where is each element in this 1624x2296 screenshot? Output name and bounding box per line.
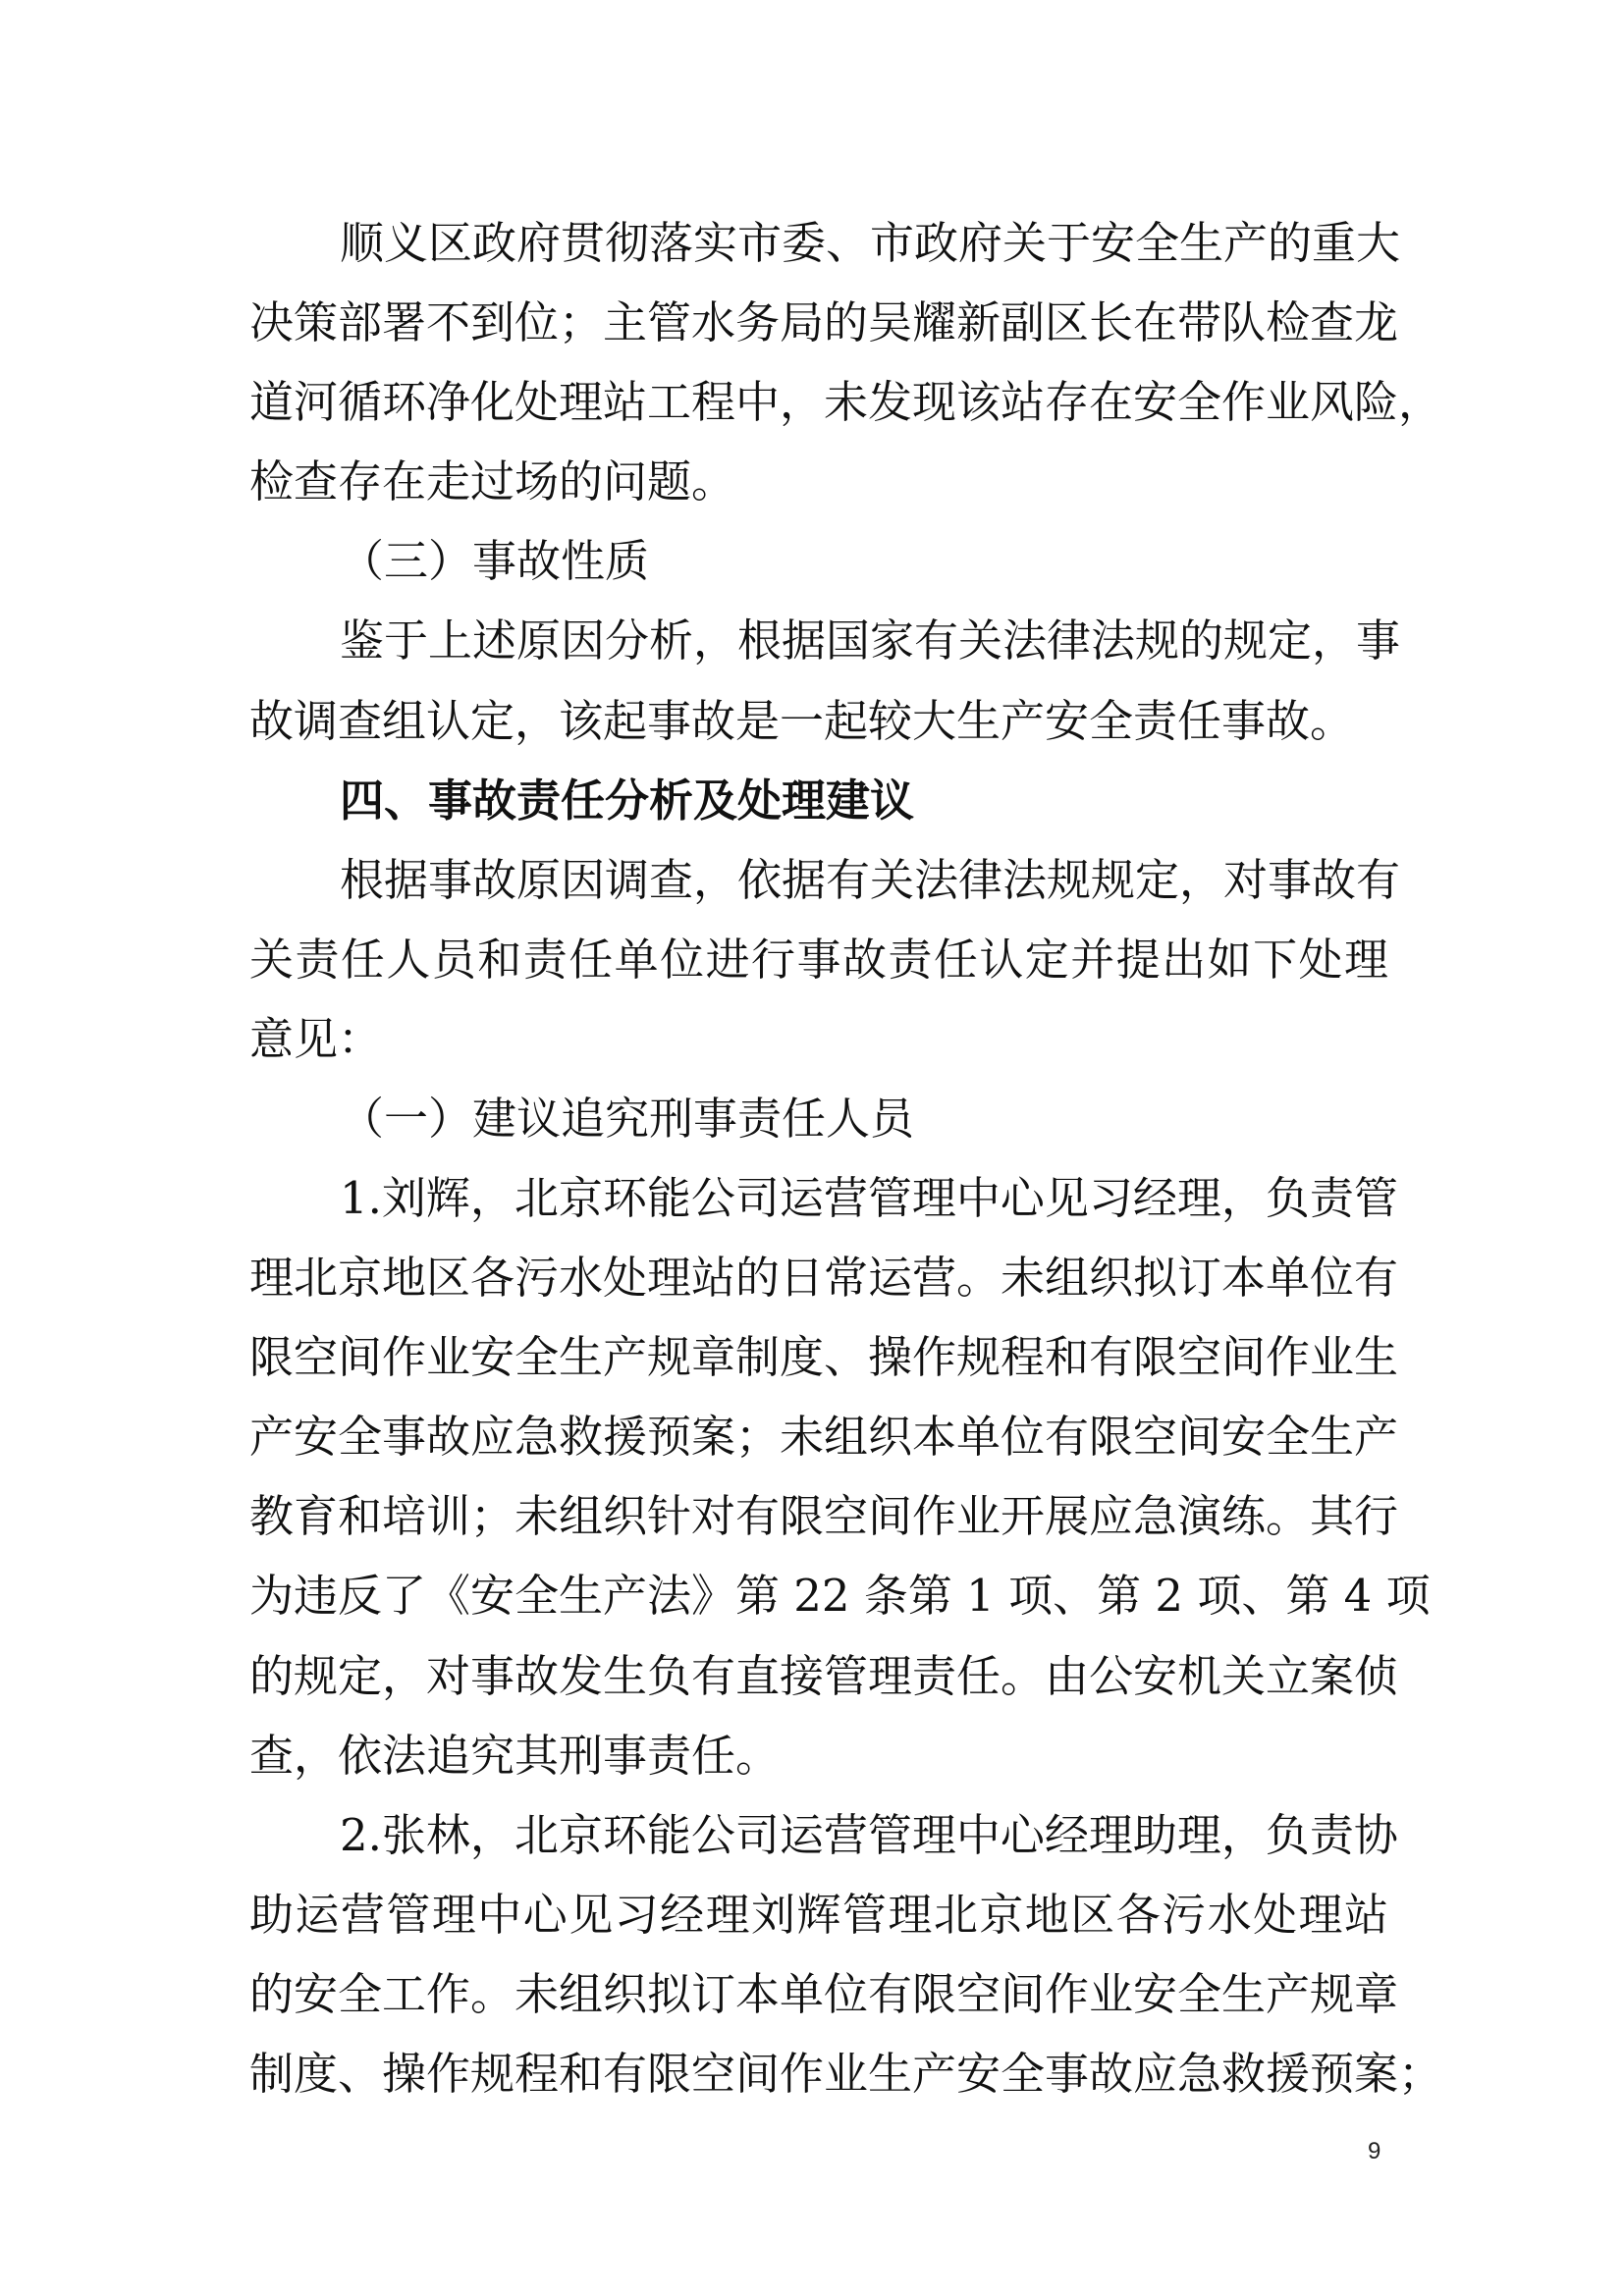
paragraph-line: 教育和培训；未组织针对有限空间作业开展应急演练。其行 — [249, 1490, 1399, 1542]
paragraph-line: 助运营管理中心见习经理刘辉管理北京地区各污水处理站 — [249, 1889, 1388, 1941]
chapter-heading: 四、事故责任分析及处理建议 — [340, 774, 915, 827]
paragraph-line: 查，依法追究其刑事责任。 — [249, 1730, 781, 1782]
section-heading: （一）建议追究刑事责任人员 — [340, 1093, 915, 1145]
paragraph-line: 关责任人员和责任单位进行事故责任认定并提出如下处理 — [249, 934, 1388, 986]
paragraph-line: 的安全工作。未组织拟订本单位有限空间作业安全生产规章 — [249, 1968, 1399, 2020]
paragraph-line: 2.张林，北京环能公司运营管理中心经理助理，负责协 — [340, 1809, 1398, 1861]
paragraph-line: 为违反了《安全生产法》第 22 条第 1 项、第 2 项、第 4 项 — [249, 1570, 1431, 1622]
paragraph-line: 的规定，对事故发生负有直接管理责任。由公安机关立案侦 — [249, 1650, 1399, 1702]
paragraph-line: 顺义区政府贯彻落实市委、市政府关于安全生产的重大 — [340, 217, 1401, 269]
paragraph-line: 1.刘辉，北京环能公司运营管理中心见习经理，负责管 — [340, 1172, 1398, 1224]
section-heading: （三）事故性质 — [340, 535, 650, 587]
paragraph-line: 决策部署不到位；主管水务局的吴耀新副区长在带队检查龙 — [249, 296, 1399, 348]
paragraph-line: 意见： — [249, 1013, 383, 1065]
paragraph-line: 故调查组认定，该起事故是一起较大生产安全责任事故。 — [249, 695, 1355, 747]
paragraph-line: 限空间作业安全生产规章制度、操作规程和有限空间作业生 — [249, 1331, 1399, 1383]
paragraph-line: 检查存在走过场的问题。 — [249, 455, 736, 507]
paragraph-line: 制度、操作规程和有限空间作业生产安全事故应急救援预案； — [249, 2048, 1443, 2100]
paragraph-line: 产安全事故应急救援预案；未组织本单位有限空间安全生产 — [249, 1411, 1399, 1463]
page-number: 9 — [1368, 2138, 1381, 2164]
paragraph-line: 鉴于上述原因分析，根据国家有关法律法规的规定，事 — [340, 614, 1401, 667]
paragraph-line: 道河循环净化处理站工程中，未发现该站存在安全作业风险， — [249, 376, 1443, 428]
paragraph-line: 理北京地区各污水处理站的日常运营。未组织拟订本单位有 — [249, 1252, 1399, 1304]
paragraph-line: 根据事故原因调查，依据有关法律法规规定，对事故有 — [340, 854, 1401, 906]
